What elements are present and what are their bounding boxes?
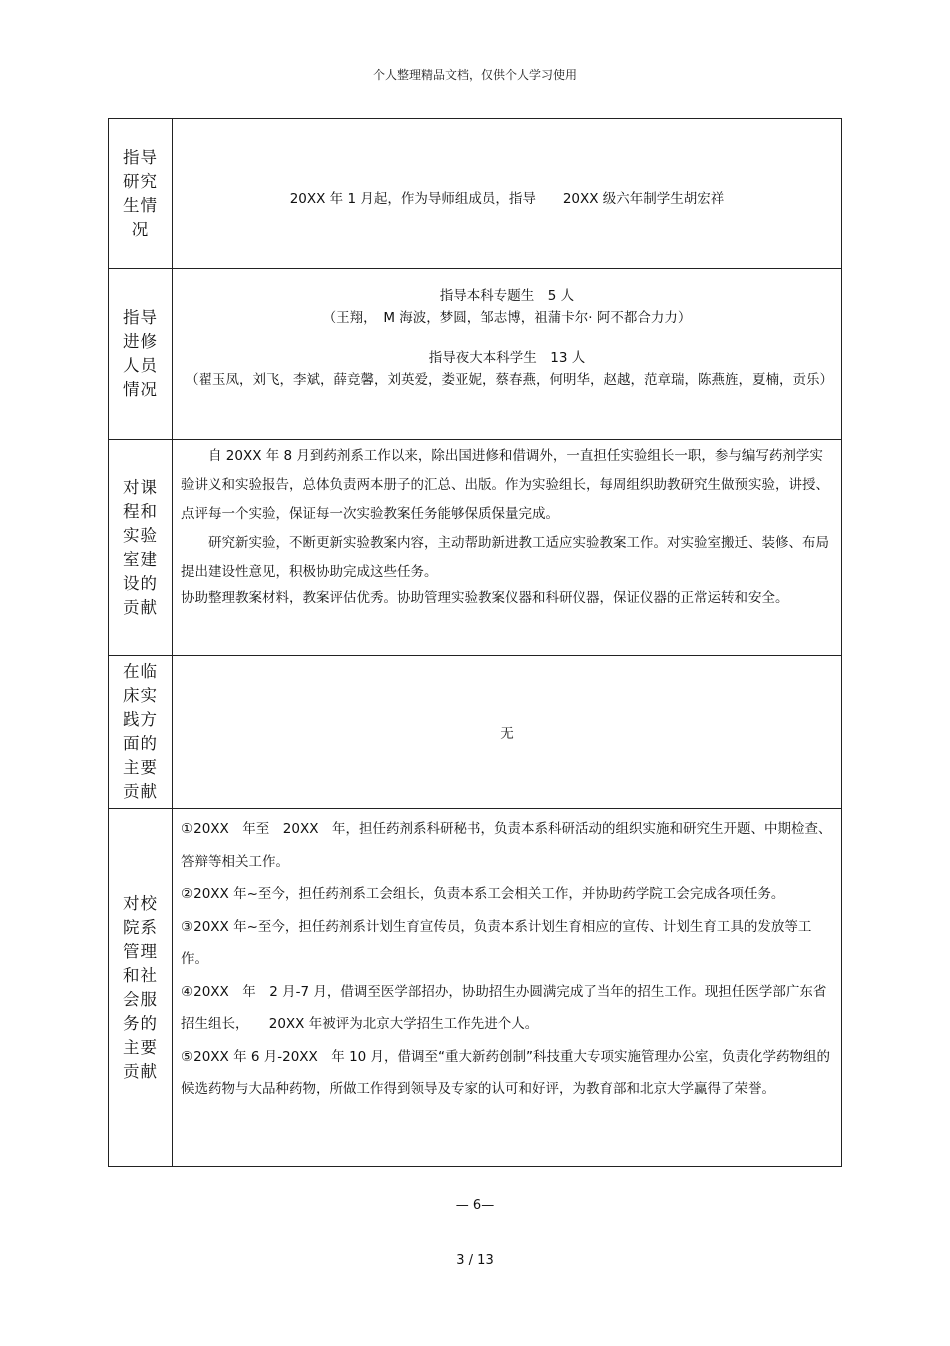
content-paragraph: ①20XX 年至 20XX 年，担任药剂系科研秘书，负责本系科研活动的组织实施和研究生开题、中期检查、答辩等相关工作。 <box>181 821 832 870</box>
row-content-cell <box>173 440 841 655</box>
content-line: （王翔， M 海波，梦圆，邹志博，祖蒲卡尔· 阿不都合力力） <box>322 310 692 326</box>
content-line: （翟玉凤，刘飞，李斌，薛竞馨，刘英爱，娄亚妮，蔡春燕，何明华，赵越，范章瑞，陈燕旌，夏楠，贡乐） <box>185 372 833 388</box>
row-label: 在临床实践方面的主要贡献 <box>123 662 158 801</box>
row-label: 指导进修人员情况 <box>123 308 158 399</box>
row-label-cell <box>109 119 173 268</box>
table-row-course-lab-contribution <box>109 439 841 655</box>
row-label: 指导研究生情况 <box>123 147 158 239</box>
row-content-text: 20XX 年 1 月起，作为导师组成员，指导 20XX 级六年制学生胡宏祥 <box>289 190 725 207</box>
row-label-cell <box>109 269 173 439</box>
row-content-cell <box>173 809 841 1166</box>
table-row-graduate-supervision <box>109 119 841 268</box>
page-count: 3 / 13 <box>456 1253 494 1268</box>
header-note: 个人整理精品文档，仅供个人学习使用 <box>372 68 577 82</box>
content-line: 指导本科专题生 5 人 <box>439 288 575 304</box>
row-content-cell <box>173 656 841 808</box>
content-paragraph: ③20XX 年~至今，担任药剂系计划生育宣传员，负责本系计划生育相应的宣传、计划生育工具的发放等工作。 <box>181 918 812 967</box>
table-row-clinical-contribution <box>109 655 841 808</box>
content-paragraph: ④20XX 年 2 月-7 月，借调至医学部招办，协助招生办圆满完成了当年的招生工作。现担任医学部广东省招生组长， 20XX 年被评为北京大学招生工作先进个人。 <box>181 983 827 1032</box>
row-label-cell <box>109 656 173 808</box>
row-content-cell <box>173 119 841 268</box>
row-label: 对校院系管理和社会服务的主要贡献 <box>123 893 158 1081</box>
content-paragraph: ②20XX 年~至今，担任药剂系工会组长，负责本系工会相关工作，并协助药学院工会完成各项任务。 <box>181 886 785 902</box>
content-paragraph: ⑤20XX 年 6 月-20XX 年 10 月，借调至“重大新药创制”科技重大专项实施管理办公室，负责化学药物组的候选药物与大品种药物，所做工作得到领导及专家的认可和好评，为教育部和北京大学赢得了荣誉。 <box>181 1048 831 1097</box>
content-paragraph: 自 20XX 年 8 月到药剂系工作以来，除出国进修和借调外，一直担任实验组长一职，参与编写药剂学实验讲义和实验报告，总体负责两本册子的汇总、出版。作为实验组长，每周组织助教研究生做预实验，讲授、点评每一个实验，保证每一次实验教案任务能够保质保量完成。 <box>181 448 829 522</box>
row-content-cell <box>173 269 841 439</box>
page-number: — 6— <box>455 1198 495 1213</box>
content-paragraph: 协助整理教案材料，教案评估优秀。协助管理实验教案仪器和科研仪器，保证仪器的正常运转和安全。 <box>181 590 789 606</box>
info-table <box>108 118 842 1167</box>
row-content-text: 无 <box>500 726 514 742</box>
content-paragraph: 研究新实验，不断更新实验教案内容，主动帮助新进教工适应实验教案工作。对实验室搬迁、装修、布局提出建设性意见，积极协助完成这些任务。 <box>181 535 829 580</box>
row-label: 对课程和实验室建设的贡献 <box>123 477 158 617</box>
row-label-cell <box>109 440 173 655</box>
table-row-management-service <box>109 808 841 1166</box>
row-label-cell <box>109 809 173 1166</box>
content-line: 指导夜大本科学生 13 人 <box>428 350 586 366</box>
table-row-trainee-supervision <box>109 268 841 439</box>
